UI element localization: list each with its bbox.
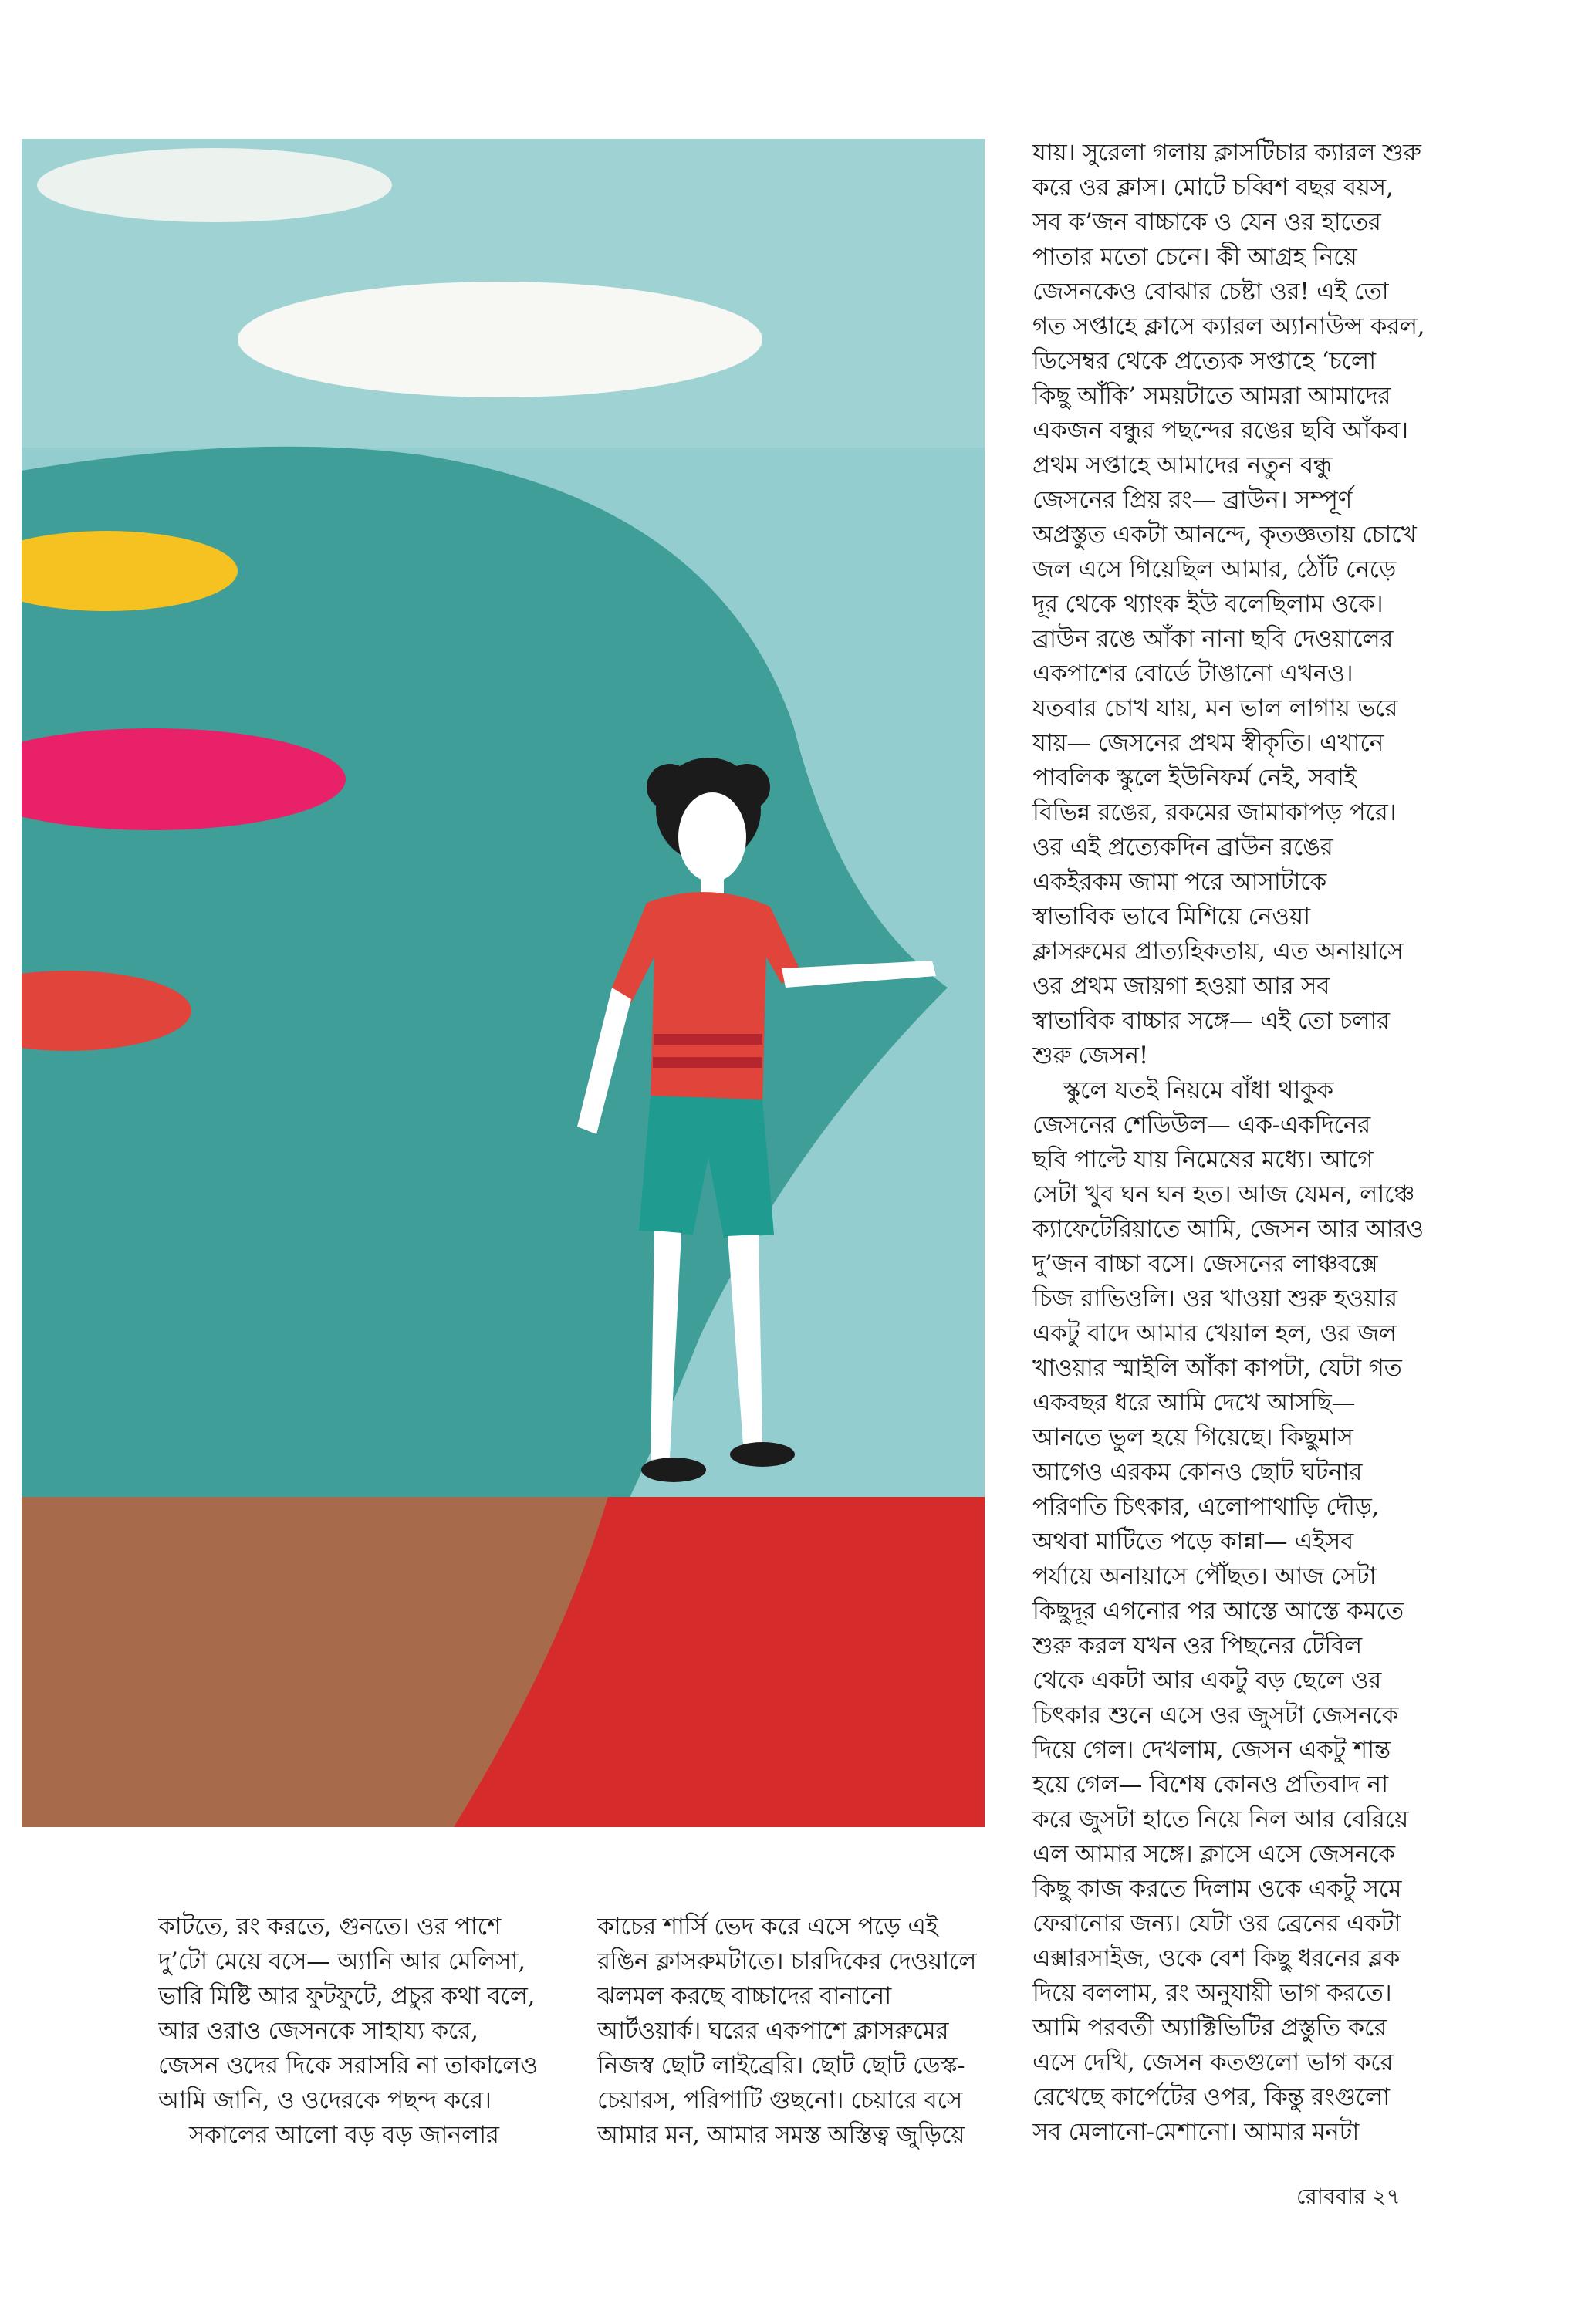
text-line: জেসনকেও বোঝার চেষ্টা ওর! এই তো xyxy=(1032,278,1389,306)
text-line: আনতে ভুল হয়ে গিয়েছে। কিছুমাস xyxy=(1032,1424,1353,1451)
text-line: অপ্রস্তুত একটা আনন্দে, কৃতজ্ঞতায় চোখে xyxy=(1032,521,1417,549)
text-line: ডিসেম্বর থেকে প্রত্যেক সপ্তাহে ‘চলো xyxy=(1032,347,1376,375)
text-line: সব ক’জন বাচ্চাকে ও যেন ওর হাতের xyxy=(1032,208,1381,236)
text-line: প্রথম সপ্তাহে আমাদের নতুন বন্ধু xyxy=(1032,451,1333,479)
text-line: জেসনের প্রিয় রং— ব্রাউন। সম্পূর্ণ xyxy=(1032,486,1353,514)
text-line: স্বাভাবিক বাচ্চার সঙ্গে— এই তো চলার xyxy=(1032,1007,1390,1035)
text-line: ঝলমল করছে বাচ্চাদের বানানো xyxy=(597,1982,891,2010)
text-line: আর্টওয়ার্ক। ঘরের একপাশে ক্লাসরুমের xyxy=(597,2017,949,2045)
text-line: যায়— জেসনের প্রথম স্বীকৃতি। এখানে xyxy=(1032,729,1384,757)
text-line: সেটা খুব ঘন ঘন হত। আজ যেমন, লাঞ্চে xyxy=(1032,1181,1415,1208)
text-line: স্কুলে যতই নিয়মে বাঁধা থাকুক xyxy=(1063,1076,1333,1104)
text-line: দু’জন বাচ্চা বসে। জেসনের লাঞ্চবক্সে xyxy=(1032,1250,1378,1278)
text-line: পর্যায়ে অনায়াসে পৌঁছত। আজ সেটা xyxy=(1032,1562,1377,1590)
text-line: থেকে একটা আর একটু বড় ছেলে ওর xyxy=(1032,1667,1382,1694)
illustration-boy-in-bubble xyxy=(22,139,985,1827)
text-line: খাওয়ার স্মাইলি আঁকা কাপটা, যেটা গত xyxy=(1032,1354,1402,1382)
text-line: দূর থেকে থ্যাংক ইউ বলেছিলাম ওকে। xyxy=(1032,590,1384,618)
text-line: পরিণতি চিৎকার, এলোপাথাড়ি দৌড়, xyxy=(1032,1493,1380,1521)
text-line: একজন বন্ধুর পছন্দের রঙের ছবি আঁকব। xyxy=(1032,417,1408,444)
text-line: ক্যাফেটেরিয়াতে আমি, জেসন আর আরও xyxy=(1032,1215,1424,1243)
text-line: দু’টো মেয়ে বসে— অ্যানি আর মেলিসা, xyxy=(158,1947,525,1975)
text-line: আর ওরাও জেসনকে সাহায্য করে, xyxy=(158,2017,478,2045)
text-line: আমি পরবর্তী অ্যাক্টিভিটির প্রস্তুতি করে xyxy=(1032,2014,1387,2042)
article-column-bottom-middle xyxy=(597,1910,999,2153)
text-line: স্বাভাবিক ভাবে মিশিয়ে নেওয়া xyxy=(1032,903,1310,931)
text-line: ছবি পাল্টে যায় নিমেষের মধ্যে। আগে xyxy=(1032,1146,1374,1174)
text-line: শুরু জেসন! xyxy=(1032,1042,1148,1069)
text-line: যায়। সুরেলা গলায় ক্লাসটিচার ক্যারল শুরু xyxy=(1032,139,1421,167)
page-footer xyxy=(1296,2180,1401,2216)
text-line: আমার মন, আমার সমস্ত অস্তিত্ব জুড়িয়ে xyxy=(597,2121,965,2149)
text-line: শুরু করল যখন ওর পিছনের টেবিল xyxy=(1032,1632,1362,1660)
text-line: ব্রাউন রঙে আঁকা নানা ছবি দেওয়ালের xyxy=(1032,625,1394,653)
page-label: রোববার ২৭ xyxy=(1296,2184,1401,2209)
text-line: হয়ে গেল— বিশেষ কোনও প্রতিবাদ না xyxy=(1032,1771,1388,1799)
text-line: এল আমার সঙ্গে। ক্লাসে এসে জেসনকে xyxy=(1032,1840,1395,1868)
text-line: একটু বাদে আমার খেয়াল হল, ওর জল xyxy=(1032,1319,1397,1347)
text-line: একইরকম জামা পরে আসাটাকে xyxy=(1032,868,1326,896)
text-line: বিভিন্ন রঙের, রকমের জামাকাপড় পরে। xyxy=(1032,799,1397,826)
article-illustration xyxy=(22,139,985,1827)
text-line: রেখেছে কার্পেটের ওপর, কিন্তু রংগুলো xyxy=(1032,2083,1390,2111)
text-line: কিছু আঁকি’ সময়টাতে আমরা আমাদের xyxy=(1032,382,1391,410)
text-line: রঙিন ক্লাসরুমটাতে। চারদিকের দেওয়ালে xyxy=(597,1947,977,1975)
text-line: সকালের আলো বড় বড় জানলার xyxy=(189,2121,499,2149)
text-line: ওর এই প্রত্যেকদিন ব্রাউন রঙের xyxy=(1032,833,1333,861)
text-line: এক্সারসাইজ, ওকে বেশ কিছু ধরনের ব্লক xyxy=(1032,1944,1400,1972)
text-line: কিছু কাজ করতে দিলাম ওকে একটু সমে xyxy=(1032,1875,1402,1903)
text-line: গত সপ্তাহে ক্লাসে ক্যারল অ্যানাউন্স করল, xyxy=(1032,312,1425,340)
text-line: ভারি মিষ্টি আর ফুটফুটে, প্রচুর কথা বলে, xyxy=(158,1982,536,2010)
text-line: আগেও এরকম কোনও ছোট ঘটনার xyxy=(1032,1458,1363,1486)
text-line: কাটতে, রং করতে, গুনতে। ওর পাশে xyxy=(158,1913,502,1941)
text-line: একপাশের বোর্ডে টাঙানো এখনও। xyxy=(1032,660,1353,687)
text-line: এসে দেখি, জেসন কতগুলো ভাগ করে xyxy=(1032,2049,1394,2076)
text-line: জেসন ওদের দিকে সরাসরি না তাকালেও xyxy=(158,2052,538,2079)
text-line: দিয়ে বললাম, রং অনুযায়ী ভাগ করতে। xyxy=(1032,1979,1392,2007)
text-line: ফেরানোর জন্য। যেটা ওর ব্রেনের একটা xyxy=(1032,1910,1401,1937)
text-line: জল এসে গিয়েছিল আমার, ঠোঁট নেড়ে xyxy=(1032,556,1396,583)
text-line: দিয়ে গেল। দেখলাম, জেসন একটু শান্ত xyxy=(1032,1736,1391,1764)
text-line: আমি জানি, ও ওদেরকে পছন্দ করে। xyxy=(158,2086,492,2114)
text-line: পাতার মতো চেনে। কী আগ্রহ নিয়ে xyxy=(1032,243,1357,271)
article-column-bottom-left xyxy=(158,1910,559,2153)
text-line: অথবা মাটিতে পড়ে কান্না— এইসব xyxy=(1032,1528,1353,1556)
text-line: একবছর ধরে আমি দেখে আসছি— xyxy=(1032,1389,1356,1417)
text-line: ওর প্রথম জায়গা হওয়া আর সব xyxy=(1032,972,1330,1000)
text-line: যতবার চোখ যায়, মন ভাল লাগায় ভরে xyxy=(1032,694,1398,722)
text-line: চিৎকার শুনে এসে ওর জুসটা জেসনকে xyxy=(1032,1701,1399,1729)
text-line: করে জুসটা হাতে নিয়ে নিল আর বেরিয়ে xyxy=(1032,1805,1409,1833)
text-line: সব মেলানো-মেশানো। আমার মনটা xyxy=(1032,2118,1360,2146)
text-line: জেসনের শেডিউল— এক-একদিনের xyxy=(1032,1111,1370,1139)
text-line: চেয়ারস, পরিপাটি গুছনো। চেয়ারে বসে xyxy=(597,2086,963,2114)
text-line: করে ওর ক্লাস। মোটে চব্বিশ বছর বয়স, xyxy=(1032,174,1394,201)
text-line: চিজ রাভিওলি। ওর খাওয়া শুরু হওয়ার xyxy=(1032,1285,1397,1312)
text-line: ক্লাসরুমের প্রাত্যহিকতায়, এত অনায়াসে xyxy=(1032,937,1404,965)
text-line: কাচের শার্সি ভেদ করে এসে পড়ে এই xyxy=(597,1913,938,1941)
text-line: পাবলিক স্কুলে ইউনিফর্ম নেই, সবাই xyxy=(1032,764,1357,792)
text-line: নিজস্ব ছোট লাইব্রেরি। ছোট ছোট ডেস্ক- xyxy=(597,2052,965,2079)
article-column-right xyxy=(1032,136,1584,2150)
text-line: কিছুদূর এগনোর পর আস্তে আস্তে কমতে xyxy=(1032,1597,1404,1625)
